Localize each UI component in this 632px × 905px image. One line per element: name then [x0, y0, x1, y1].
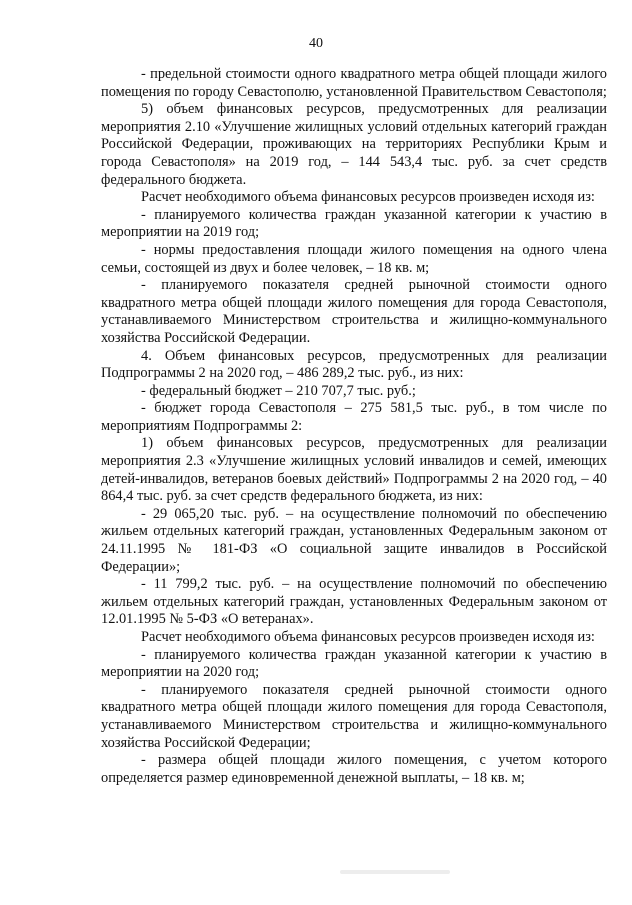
paragraph: - бюджет города Севастополя – 275 581,5 тыс. руб., в том числе по мероприятиям Подпрограммы 2:: [101, 400, 607, 434]
paragraph: 5) объем финансовых ресурсов, предусмотренных для реализации мероприятия 2.10 «Улучшение жилищных условий отдельных категорий граждан Российской Федерации, проживающих на территориях Республики Крым и города Севастополя» на 2019 год, – 144 543,4 тыс. руб. за счет средств федерального бюджета.: [101, 101, 607, 188]
paragraph: - размера общей площади жилого помещения, с учетом которого определяется размер единовременной денежной выплаты, – 18 кв. м;: [101, 752, 607, 786]
scan-artifact: [340, 870, 450, 874]
page-number: 40: [309, 36, 323, 51]
paragraph: - планируемого показателя средней рыночной стоимости одного квадратного метра общей площади жилого помещения для города Севастополя, устанавливаемого Министерством строительства и жилищно-коммунального хозяйства Российской Федерации.: [101, 277, 607, 346]
paragraph: 4. Объем финансовых ресурсов, предусмотренных для реализации Подпрограммы 2 на 2020 год, – 486 289,2 тыс. руб., из них:: [101, 347, 607, 382]
paragraph: - 29 065,20 тыс. руб. – на осуществление полномочий по обеспечению жильем отдельных категорий граждан, установленных Федеральным законом от 24.11.1995 № 181-ФЗ «О социальной защите инвалидов в Российской Федерации»;: [101, 505, 607, 575]
document-body: [101, 66, 607, 787]
paragraph: Расчет необходимого объема финансовых ресурсов произведен исходя из:: [141, 189, 595, 206]
paragraph: - 11 799,2 тыс. руб. – на осуществление полномочий по обеспечению жильем отдельных категорий граждан, установленных Федеральным законом от 12.01.1995 № 5-ФЗ «О ветеранах».: [101, 576, 607, 628]
paragraph: 1) объем финансовых ресурсов, предусмотренных для реализации мероприятия 2.3 «Улучшение жилищных условий инвалидов и семей, имеющих детей-инвалидов, ветеранов боевых действий» Подпрограммы 2 на 2020 год, – 40 864,4 тыс. руб. за счет средств федерального бюджета, из них:: [101, 435, 607, 505]
paragraph: - планируемого показателя средней рыночной стоимости одного квадратного метра общей площади жилого помещения для города Севастополя, устанавливаемого Министерством строительства и жилищно-коммунального хозяйства Российской Федерации;: [101, 681, 607, 751]
paragraph: Расчет необходимого объема финансовых ресурсов произведен исходя из:: [141, 629, 595, 645]
paragraph: - предельной стоимости одного квадратного метра общей площади жилого помещения по городу Севастополю, установленной Правительством Севастополя;: [101, 66, 607, 100]
paragraph: - федеральный бюджет – 210 707,7 тыс. руб.;: [141, 382, 416, 399]
paragraph: - нормы предоставления площади жилого помещения на одного члена семьи, состоящей из двух и более человек, – 18 кв. м;: [101, 241, 607, 276]
paragraph: - планируемого количества граждан указанной категории к участию в мероприятии на 2019 год;: [101, 206, 607, 241]
paragraph: - планируемого количества граждан указанной категории к участию в мероприятии на 2020 год;: [101, 646, 607, 681]
